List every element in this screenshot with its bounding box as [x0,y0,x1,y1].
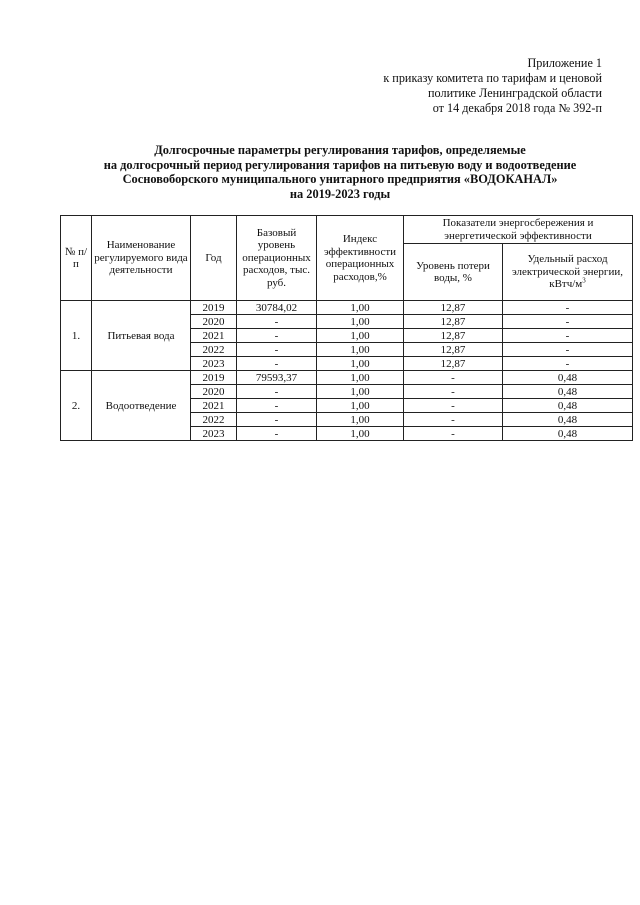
cell-water-losses: - [404,385,503,399]
cell-efficiency-index: 1,00 [317,427,404,441]
cell-base-expenses: - [237,399,317,413]
title-line-3: Сосновоборского муниципального унитарного предприятия «ВОДОКАНАЛ» [122,172,558,186]
cell-year: 2022 [191,343,237,357]
cell-year: 2019 [191,371,237,385]
title-line-1: Долгосрочные параметры регулирования тарифов, определяемые [154,143,526,157]
title-line-4: на 2019-2023 годы [289,186,391,201]
cell-water-losses: - [404,399,503,413]
header-base-expenses: Базовый уровень операционных расходов, тыс. руб. [237,216,317,301]
cell-base-expenses: - [237,427,317,441]
cell-efficiency-index: 1,00 [317,343,404,357]
annex-line-4: от 14 декабря 2018 года № 392-п [432,101,602,115]
cell-water-losses: - [404,427,503,441]
cell-water-losses: 12,87 [404,301,503,315]
cell-base-expenses: - [237,329,317,343]
annex-line-3: политике Ленинградской области [428,86,602,100]
cell-water-losses: - [404,413,503,427]
cell-base-expenses: - [237,315,317,329]
tariff-parameters-table [60,215,633,441]
document-title [20,143,640,201]
cell-efficiency-index: 1,00 [317,385,404,399]
cell-year: 2021 [191,399,237,413]
header-efficiency-index: Индекс эффективности операционных расходов,% [317,216,404,301]
header-activity: Наименование регулируемого вида деятельности [92,216,191,301]
table-row [61,301,633,315]
cell-water-losses: 12,87 [404,343,503,357]
cell-base-expenses: - [237,385,317,399]
cell-specific-consumption: - [503,329,633,343]
header-num: № п/п [61,216,92,301]
cell-specific-consumption: 0,48 [503,399,633,413]
header-year: Год [191,216,237,301]
header-energy-group: Показатели энергосбережения и энергетической эффективности [404,216,633,244]
cell-specific-consumption: - [503,315,633,329]
cell-specific-consumption: 0,48 [503,385,633,399]
cell-specific-consumption: 0,48 [503,371,633,385]
cell-efficiency-index: 1,00 [317,357,404,371]
cell-base-expenses: 30784,02 [237,301,317,315]
cell-base-expenses: - [237,343,317,357]
cell-year: 2021 [191,329,237,343]
cell-specific-consumption: - [503,343,633,357]
cell-base-expenses: - [237,413,317,427]
annex-block [383,56,602,116]
cell-specific-consumption: - [503,301,633,315]
header-water-losses: Уровень потери воды, % [404,244,503,301]
cell-specific-consumption: - [503,357,633,371]
cell-year: 2023 [191,357,237,371]
cell-base-expenses: - [237,357,317,371]
cell-year: 2023 [191,427,237,441]
header-specific-sup: 3 [582,276,586,285]
annex-line-2: к приказу комитета по тарифам и ценовой [383,71,602,85]
table-body [61,301,633,441]
cell-efficiency-index: 1,00 [317,399,404,413]
cell-year: 2020 [191,315,237,329]
cell-year: 2022 [191,413,237,427]
annex-line-1: Приложение 1 [527,56,602,70]
cell-specific-consumption: 0,48 [503,413,633,427]
row-activity: Водоотведение [92,371,191,441]
cell-water-losses: 12,87 [404,315,503,329]
cell-efficiency-index: 1,00 [317,301,404,315]
cell-water-losses: - [404,371,503,385]
row-number: 2. [61,371,92,441]
cell-water-losses: 12,87 [404,357,503,371]
title-line-2: на долгосрочный период регулирования тарифов на питьевую воду и водоотведение [103,157,577,172]
cell-year: 2020 [191,385,237,399]
header-specific-consumption [503,244,633,301]
cell-year: 2019 [191,301,237,315]
cell-efficiency-index: 1,00 [317,315,404,329]
header-specific-label: Удельный расход электрической энергии, кВтч/м [512,253,623,291]
cell-efficiency-index: 1,00 [317,329,404,343]
cell-base-expenses: 79593,37 [237,371,317,385]
cell-efficiency-index: 1,00 [317,371,404,385]
cell-specific-consumption: 0,48 [503,427,633,441]
table-row [61,371,633,385]
cell-efficiency-index: 1,00 [317,413,404,427]
row-number: 1. [61,301,92,371]
row-activity: Питьевая вода [92,301,191,371]
cell-water-losses: 12,87 [404,329,503,343]
